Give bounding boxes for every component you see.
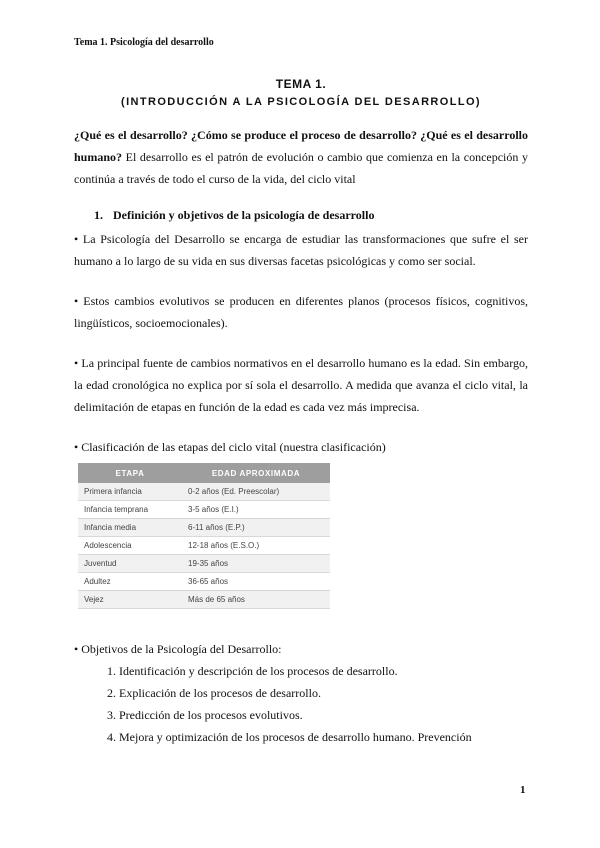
table-row [78, 537, 330, 555]
age-cell: 3-5 años (E.I.) [182, 501, 330, 519]
list-item: 1. Identificación y descripción de los procesos de desarrollo. [107, 664, 398, 678]
stage-cell: Primera infancia [78, 483, 182, 501]
column-header-age: EDAD APROXIMADA [182, 463, 330, 483]
stage-cell: Infancia temprana [78, 501, 182, 519]
life-stages-table [78, 463, 330, 609]
section-heading [94, 208, 374, 223]
table-header-row [78, 463, 330, 483]
classification-label: • Clasificación de las etapas del ciclo vital (nuestra clasificación) [74, 440, 386, 454]
page-number: 1 [520, 784, 526, 796]
intro-paragraph [74, 124, 528, 190]
intro-text: El desarrollo es el patrón de evolución o cambio que comienza en la concepción y continúa a través de todo el curso de la vida, del ciclo vital [74, 150, 528, 186]
table-row [78, 519, 330, 537]
bullet-paragraph-3: • La principal fuente de cambios normativos en el desarrollo humano es la edad. Sin embargo, la edad cronológica no explica por sí sola el desarrollo. A medida que avanza el ciclo vital, la delimitación de etapas en función de la edad es cada vez más imprecisa. [74, 356, 528, 414]
title-block [74, 76, 528, 110]
list-item: 4. Mejora y optimización de los procesos de desarrollo humano. Prevención [107, 730, 472, 744]
running-header: Tema 1. Psicología del desarrollo [74, 37, 214, 48]
table-row [78, 573, 330, 591]
stage-cell: Adolescencia [78, 537, 182, 555]
objectives-list [107, 660, 472, 748]
table-row [78, 591, 330, 609]
stage-cell: Juventud [78, 555, 182, 573]
age-cell: 6-11 años (E.P.) [182, 519, 330, 537]
intro-question: ¿Qué es el desarrollo? ¿Cómo se produce el proceso de desarrollo? ¿Qué es el desarrollo humano? [74, 128, 528, 164]
stage-cell: Adultez [78, 573, 182, 591]
section-number: 1. [94, 208, 103, 222]
bullet-paragraph-2: • Estos cambios evolutivos se producen en diferentes planos (procesos físicos, cognitivos, lingüísticos, socioemocionales). [74, 294, 528, 330]
section-title: Definición y objetivos de la psicología de desarrollo [113, 208, 375, 222]
age-cell: 0-2 años (Ed. Preescolar) [182, 483, 330, 501]
table-row [78, 483, 330, 501]
page-subtitle: (INTRODUCCIÓN A LA PSICOLOGÍA DEL DESARROLLO) [121, 96, 481, 108]
table-row [78, 501, 330, 519]
column-header-stage: ETAPA [78, 463, 182, 483]
objectives-label: • Objetivos de la Psicología del Desarrollo: [74, 642, 282, 656]
stage-cell: Infancia media [78, 519, 182, 537]
age-cell: Más de 65 años [182, 591, 330, 609]
table-row [78, 555, 330, 573]
age-cell: 36-65 años [182, 573, 330, 591]
list-item: 3. Predicción de los procesos evolutivos. [107, 708, 303, 722]
page-title: TEMA 1. [275, 77, 327, 91]
age-cell: 19-35 años [182, 555, 330, 573]
age-cell: 12-18 años (E.S.O.) [182, 537, 330, 555]
stage-cell: Vejez [78, 591, 182, 609]
list-item: 2. Explicación de los procesos de desarrollo. [107, 686, 321, 700]
bullet-paragraph-1: • La Psicología del Desarrollo se encarga de estudiar las transformaciones que sufre el ser humano a lo largo de su vida en sus diversas facetas psicológicas y como ser social. [74, 232, 528, 268]
